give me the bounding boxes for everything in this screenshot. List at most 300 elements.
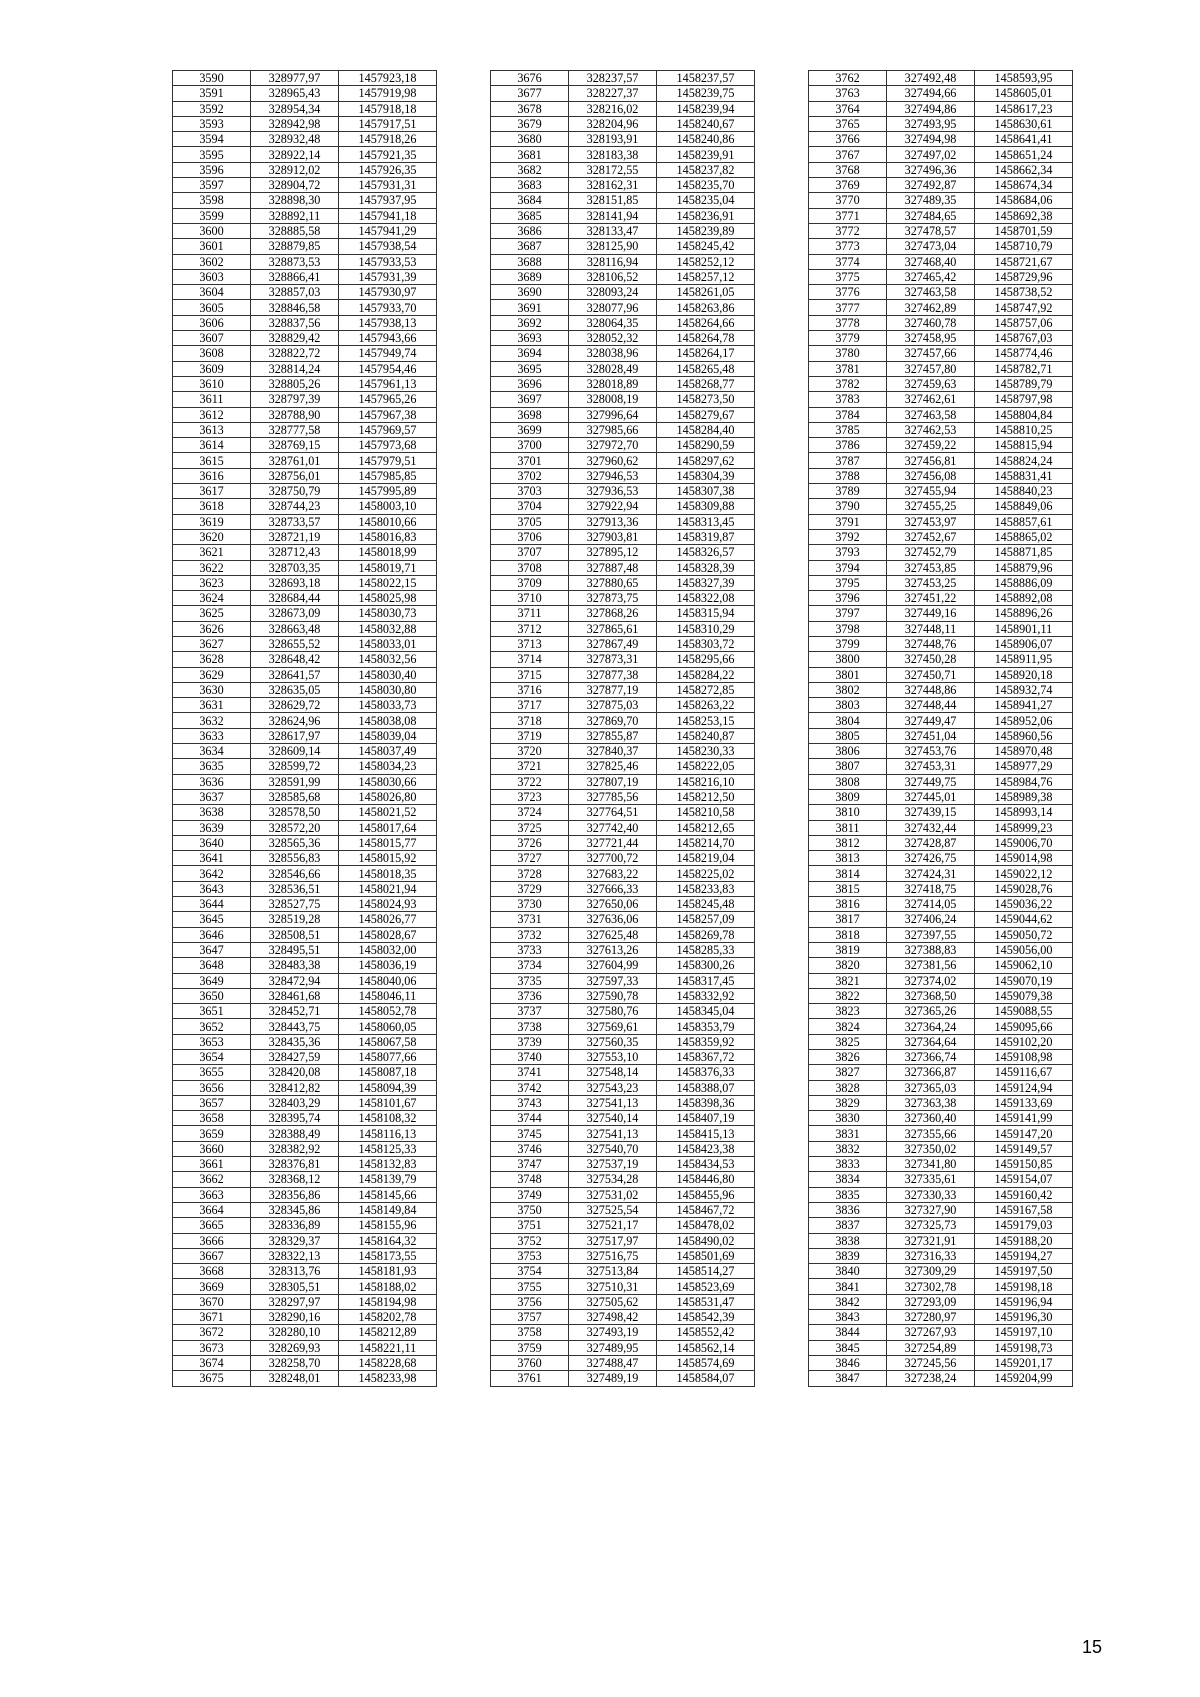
- point-number-cell: 3599: [173, 208, 251, 223]
- x-coordinate-cell: 328420,08: [251, 1065, 339, 1080]
- y-coordinate-cell: 1458455,96: [657, 1187, 755, 1202]
- x-coordinate-cell: 327553,10: [569, 1050, 657, 1065]
- x-coordinate-cell: 327936,53: [569, 484, 657, 499]
- point-number-cell: 3690: [491, 285, 569, 300]
- table-row: [173, 774, 437, 789]
- point-number-cell: 3713: [491, 636, 569, 651]
- x-coordinate-cell: 327418,75: [887, 881, 975, 896]
- y-coordinate-cell: 1459022,12: [975, 866, 1073, 881]
- y-coordinate-cell: 1458584,07: [657, 1371, 755, 1386]
- x-coordinate-cell: 328756,01: [251, 468, 339, 483]
- table-row: [491, 606, 755, 621]
- point-number-cell: 3806: [809, 744, 887, 759]
- table-row: [173, 1004, 437, 1019]
- table-row: [809, 1157, 1073, 1172]
- table-row: [809, 575, 1073, 590]
- point-number-cell: 3809: [809, 789, 887, 804]
- x-coordinate-cell: 328435,36: [251, 1034, 339, 1049]
- table-row: [173, 376, 437, 391]
- y-coordinate-cell: 1458239,94: [657, 101, 755, 116]
- y-coordinate-cell: 1458212,65: [657, 820, 755, 835]
- x-coordinate-cell: 327903,81: [569, 529, 657, 544]
- y-coordinate-cell: 1458033,01: [339, 636, 437, 651]
- x-coordinate-cell: 327316,33: [887, 1248, 975, 1263]
- x-coordinate-cell: 328797,39: [251, 392, 339, 407]
- table-row: [809, 1004, 1073, 1019]
- table-row: [809, 1111, 1073, 1126]
- table-row: [491, 897, 755, 912]
- table-row: [491, 621, 755, 636]
- x-coordinate-cell: 327445,01: [887, 789, 975, 804]
- x-coordinate-cell: 327238,24: [887, 1371, 975, 1386]
- point-number-cell: 3810: [809, 805, 887, 820]
- point-number-cell: 3801: [809, 667, 887, 682]
- point-number-cell: 3815: [809, 881, 887, 896]
- x-coordinate-cell: 327498,42: [569, 1310, 657, 1325]
- y-coordinate-cell: 1458024,93: [339, 897, 437, 912]
- table-row: [491, 392, 755, 407]
- point-number-cell: 3654: [173, 1050, 251, 1065]
- table-row: [173, 1264, 437, 1279]
- y-coordinate-cell: 1458237,82: [657, 162, 755, 177]
- y-coordinate-cell: 1458892,08: [975, 591, 1073, 606]
- y-coordinate-cell: 1458388,07: [657, 1080, 755, 1095]
- point-number-cell: 3846: [809, 1355, 887, 1370]
- x-coordinate-cell: 327325,73: [887, 1218, 975, 1233]
- point-number-cell: 3680: [491, 132, 569, 147]
- y-coordinate-cell: 1458237,57: [657, 71, 755, 86]
- table-row: [173, 468, 437, 483]
- y-coordinate-cell: 1458804,84: [975, 407, 1073, 422]
- table-row: [173, 805, 437, 820]
- x-coordinate-cell: 327877,19: [569, 682, 657, 697]
- point-number-cell: 3658: [173, 1111, 251, 1126]
- x-coordinate-cell: 327388,83: [887, 942, 975, 957]
- x-coordinate-cell: 328733,57: [251, 514, 339, 529]
- y-coordinate-cell: 1459147,20: [975, 1126, 1073, 1141]
- y-coordinate-cell: 1458896,26: [975, 606, 1073, 621]
- x-coordinate-cell: 327505,62: [569, 1294, 657, 1309]
- y-coordinate-cell: 1458239,91: [657, 147, 755, 162]
- x-coordinate-cell: 328744,23: [251, 499, 339, 514]
- x-coordinate-cell: 328712,43: [251, 545, 339, 560]
- y-coordinate-cell: 1457954,46: [339, 361, 437, 376]
- point-number-cell: 3591: [173, 86, 251, 101]
- x-coordinate-cell: 327451,22: [887, 591, 975, 606]
- table-row: [491, 682, 755, 697]
- x-coordinate-cell: 327840,37: [569, 744, 657, 759]
- table-row: [173, 881, 437, 896]
- point-number-cell: 3820: [809, 958, 887, 973]
- x-coordinate-cell: 327450,71: [887, 667, 975, 682]
- x-coordinate-cell: 328519,28: [251, 912, 339, 927]
- y-coordinate-cell: 1457918,18: [339, 101, 437, 116]
- point-number-cell: 3688: [491, 254, 569, 269]
- table-row: [809, 560, 1073, 575]
- y-coordinate-cell: 1458269,78: [657, 927, 755, 942]
- y-coordinate-cell: 1458015,92: [339, 851, 437, 866]
- y-coordinate-cell: 1458015,77: [339, 835, 437, 850]
- x-coordinate-cell: 327397,55: [887, 927, 975, 942]
- point-number-cell: 3642: [173, 866, 251, 881]
- x-coordinate-cell: 328216,02: [569, 101, 657, 116]
- table-row: [809, 1279, 1073, 1294]
- point-number-cell: 3674: [173, 1355, 251, 1370]
- y-coordinate-cell: 1458239,75: [657, 86, 755, 101]
- point-number-cell: 3768: [809, 162, 887, 177]
- x-coordinate-cell: 328837,56: [251, 315, 339, 330]
- x-coordinate-cell: 327492,87: [887, 178, 975, 193]
- table-row: [491, 208, 755, 223]
- table-row: [491, 973, 755, 988]
- point-number-cell: 3603: [173, 269, 251, 284]
- y-coordinate-cell: 1458467,72: [657, 1202, 755, 1217]
- x-coordinate-cell: 327742,40: [569, 820, 657, 835]
- y-coordinate-cell: 1458216,10: [657, 774, 755, 789]
- x-coordinate-cell: 327365,03: [887, 1080, 975, 1095]
- y-coordinate-cell: 1458300,26: [657, 958, 755, 973]
- point-number-cell: 3675: [173, 1371, 251, 1386]
- y-coordinate-cell: 1457949,74: [339, 346, 437, 361]
- x-coordinate-cell: 328388,49: [251, 1126, 339, 1141]
- x-coordinate-cell: 328064,35: [569, 315, 657, 330]
- table-row: [809, 1065, 1073, 1080]
- y-coordinate-cell: 1458264,78: [657, 331, 755, 346]
- x-coordinate-cell: 328297,97: [251, 1294, 339, 1309]
- point-number-cell: 3709: [491, 575, 569, 590]
- table-row: [491, 1294, 755, 1309]
- y-coordinate-cell: 1457938,13: [339, 315, 437, 330]
- point-number-cell: 3823: [809, 1004, 887, 1019]
- table-row: [809, 269, 1073, 284]
- x-coordinate-cell: 328395,74: [251, 1111, 339, 1126]
- point-number-cell: 3630: [173, 682, 251, 697]
- y-coordinate-cell: 1458233,83: [657, 881, 755, 896]
- x-coordinate-cell: 328693,18: [251, 575, 339, 590]
- y-coordinate-cell: 1458239,89: [657, 223, 755, 238]
- x-coordinate-cell: 327825,46: [569, 759, 657, 774]
- y-coordinate-cell: 1458531,47: [657, 1294, 755, 1309]
- y-coordinate-cell: 1459014,98: [975, 851, 1073, 866]
- point-number-cell: 3619: [173, 514, 251, 529]
- table-row: [173, 86, 437, 101]
- point-number-cell: 3790: [809, 499, 887, 514]
- x-coordinate-cell: 327366,87: [887, 1065, 975, 1080]
- point-number-cell: 3789: [809, 484, 887, 499]
- table-row: [809, 331, 1073, 346]
- x-coordinate-cell: 327462,89: [887, 300, 975, 315]
- point-number-cell: 3684: [491, 193, 569, 208]
- point-number-cell: 3699: [491, 422, 569, 437]
- y-coordinate-cell: 1458651,24: [975, 147, 1073, 162]
- point-number-cell: 3594: [173, 132, 251, 147]
- x-coordinate-cell: 327972,70: [569, 438, 657, 453]
- point-number-cell: 3670: [173, 1294, 251, 1309]
- point-number-cell: 3727: [491, 851, 569, 866]
- point-number-cell: 3634: [173, 744, 251, 759]
- point-number-cell: 3776: [809, 285, 887, 300]
- point-number-cell: 3760: [491, 1355, 569, 1370]
- point-number-cell: 3645: [173, 912, 251, 927]
- table-row: [173, 927, 437, 942]
- y-coordinate-cell: 1458032,56: [339, 652, 437, 667]
- table-row: [173, 973, 437, 988]
- x-coordinate-cell: 327534,28: [569, 1172, 657, 1187]
- table-row: [809, 1095, 1073, 1110]
- point-number-cell: 3739: [491, 1034, 569, 1049]
- point-number-cell: 3763: [809, 86, 887, 101]
- table-row: [491, 147, 755, 162]
- point-number-cell: 3646: [173, 927, 251, 942]
- y-coordinate-cell: 1458235,04: [657, 193, 755, 208]
- point-number-cell: 3767: [809, 147, 887, 162]
- table-row: [809, 468, 1073, 483]
- point-number-cell: 3703: [491, 484, 569, 499]
- point-number-cell: 3701: [491, 453, 569, 468]
- y-coordinate-cell: 1458692,38: [975, 208, 1073, 223]
- table-row: [809, 958, 1073, 973]
- y-coordinate-cell: 1458960,56: [975, 728, 1073, 743]
- x-coordinate-cell: 327450,28: [887, 652, 975, 667]
- y-coordinate-cell: 1457933,53: [339, 254, 437, 269]
- table-row: [173, 499, 437, 514]
- y-coordinate-cell: 1458219,04: [657, 851, 755, 866]
- x-coordinate-cell: 328885,58: [251, 223, 339, 238]
- y-coordinate-cell: 1457919,98: [339, 86, 437, 101]
- y-coordinate-cell: 1458253,15: [657, 713, 755, 728]
- y-coordinate-cell: 1458264,17: [657, 346, 755, 361]
- x-coordinate-cell: 327867,49: [569, 636, 657, 651]
- table-row: [173, 285, 437, 300]
- point-number-cell: 3804: [809, 713, 887, 728]
- table-row: [809, 499, 1073, 514]
- point-number-cell: 3737: [491, 1004, 569, 1019]
- table-3-body: [809, 71, 1073, 1387]
- y-coordinate-cell: 1458552,42: [657, 1325, 755, 1340]
- y-coordinate-cell: 1457931,39: [339, 269, 437, 284]
- x-coordinate-cell: 327548,14: [569, 1065, 657, 1080]
- x-coordinate-cell: 328018,89: [569, 376, 657, 391]
- point-number-cell: 3697: [491, 392, 569, 407]
- y-coordinate-cell: 1458221,11: [339, 1340, 437, 1355]
- x-coordinate-cell: 327880,65: [569, 575, 657, 590]
- x-coordinate-cell: 327452,79: [887, 545, 975, 560]
- x-coordinate-cell: 328599,72: [251, 759, 339, 774]
- point-number-cell: 3652: [173, 1019, 251, 1034]
- point-number-cell: 3623: [173, 575, 251, 590]
- x-coordinate-cell: 328721,19: [251, 529, 339, 544]
- point-number-cell: 3689: [491, 269, 569, 284]
- table-row: [809, 1187, 1073, 1202]
- y-coordinate-cell: 1458284,22: [657, 667, 755, 682]
- x-coordinate-cell: 328556,83: [251, 851, 339, 866]
- table-row: [809, 835, 1073, 850]
- table-row: [173, 744, 437, 759]
- y-coordinate-cell: 1458641,41: [975, 132, 1073, 147]
- point-number-cell: 3622: [173, 560, 251, 575]
- x-coordinate-cell: 328977,97: [251, 71, 339, 86]
- table-row: [491, 101, 755, 116]
- point-number-cell: 3833: [809, 1157, 887, 1172]
- x-coordinate-cell: 327683,22: [569, 866, 657, 881]
- point-number-cell: 3643: [173, 881, 251, 896]
- table-row: [491, 636, 755, 651]
- point-number-cell: 3800: [809, 652, 887, 667]
- x-coordinate-cell: 328193,91: [569, 132, 657, 147]
- point-number-cell: 3661: [173, 1157, 251, 1172]
- y-coordinate-cell: 1458022,15: [339, 575, 437, 590]
- point-number-cell: 3753: [491, 1248, 569, 1263]
- y-coordinate-cell: 1458327,39: [657, 575, 755, 590]
- x-coordinate-cell: 327985,66: [569, 422, 657, 437]
- table-row: [809, 1248, 1073, 1263]
- x-coordinate-cell: 328133,47: [569, 223, 657, 238]
- table-row: [491, 484, 755, 499]
- point-number-cell: 3803: [809, 698, 887, 713]
- point-number-cell: 3843: [809, 1310, 887, 1325]
- point-number-cell: 3839: [809, 1248, 887, 1263]
- y-coordinate-cell: 1458202,78: [339, 1310, 437, 1325]
- coordinates-table-1: [172, 70, 437, 1387]
- y-coordinate-cell: 1458815,94: [975, 438, 1073, 453]
- point-number-cell: 3751: [491, 1218, 569, 1233]
- table-row: [173, 1325, 437, 1340]
- x-coordinate-cell: 327496,36: [887, 162, 975, 177]
- y-coordinate-cell: 1459028,76: [975, 881, 1073, 896]
- point-number-cell: 3660: [173, 1141, 251, 1156]
- table-row: [173, 667, 437, 682]
- x-coordinate-cell: 327330,33: [887, 1187, 975, 1202]
- y-coordinate-cell: 1458984,76: [975, 774, 1073, 789]
- table-row: [173, 1340, 437, 1355]
- x-coordinate-cell: 328788,90: [251, 407, 339, 422]
- point-number-cell: 3838: [809, 1233, 887, 1248]
- table-row: [491, 1187, 755, 1202]
- x-coordinate-cell: 327335,61: [887, 1172, 975, 1187]
- y-coordinate-cell: 1459108,98: [975, 1050, 1073, 1065]
- point-number-cell: 3818: [809, 927, 887, 942]
- table-row: [491, 728, 755, 743]
- table-row: [491, 86, 755, 101]
- table-row: [491, 162, 755, 177]
- point-number-cell: 3667: [173, 1248, 251, 1263]
- x-coordinate-cell: 328052,32: [569, 331, 657, 346]
- x-coordinate-cell: 328183,38: [569, 147, 657, 162]
- point-number-cell: 3633: [173, 728, 251, 743]
- x-coordinate-cell: 327510,31: [569, 1279, 657, 1294]
- point-number-cell: 3687: [491, 239, 569, 254]
- table-row: [491, 1172, 755, 1187]
- point-number-cell: 3756: [491, 1294, 569, 1309]
- point-number-cell: 3663: [173, 1187, 251, 1202]
- table-row: [173, 820, 437, 835]
- y-coordinate-cell: 1458319,87: [657, 529, 755, 544]
- table-row: [809, 866, 1073, 881]
- table-row: [809, 851, 1073, 866]
- table-row: [809, 147, 1073, 162]
- x-coordinate-cell: 327868,26: [569, 606, 657, 621]
- y-coordinate-cell: 1458398,36: [657, 1095, 755, 1110]
- point-number-cell: 3691: [491, 300, 569, 315]
- point-number-cell: 3712: [491, 621, 569, 636]
- point-number-cell: 3608: [173, 346, 251, 361]
- table-row: [173, 162, 437, 177]
- table-row: [809, 1355, 1073, 1370]
- y-coordinate-cell: 1458303,72: [657, 636, 755, 651]
- table-row: [491, 1218, 755, 1233]
- point-number-cell: 3681: [491, 147, 569, 162]
- x-coordinate-cell: 328777,58: [251, 422, 339, 437]
- x-coordinate-cell: 327365,26: [887, 1004, 975, 1019]
- y-coordinate-cell: 1458297,62: [657, 453, 755, 468]
- y-coordinate-cell: 1459196,30: [975, 1310, 1073, 1325]
- x-coordinate-cell: 327457,80: [887, 361, 975, 376]
- point-number-cell: 3694: [491, 346, 569, 361]
- y-coordinate-cell: 1459095,66: [975, 1019, 1073, 1034]
- x-coordinate-cell: 328846,58: [251, 300, 339, 315]
- table-row: [809, 392, 1073, 407]
- x-coordinate-cell: 328822,72: [251, 346, 339, 361]
- table-row: [173, 484, 437, 499]
- x-coordinate-cell: 328290,16: [251, 1310, 339, 1325]
- y-coordinate-cell: 1457933,70: [339, 300, 437, 315]
- y-coordinate-cell: 1458245,42: [657, 239, 755, 254]
- table-row: [491, 1126, 755, 1141]
- table-row: [809, 1264, 1073, 1279]
- y-coordinate-cell: 1458376,33: [657, 1065, 755, 1080]
- point-number-cell: 3631: [173, 698, 251, 713]
- point-number-cell: 3605: [173, 300, 251, 315]
- point-number-cell: 3755: [491, 1279, 569, 1294]
- point-number-cell: 3738: [491, 1019, 569, 1034]
- y-coordinate-cell: 1458125,33: [339, 1141, 437, 1156]
- table-row: [491, 1050, 755, 1065]
- x-coordinate-cell: 328227,37: [569, 86, 657, 101]
- x-coordinate-cell: 327453,76: [887, 744, 975, 759]
- page-number: 15: [1081, 1637, 1102, 1657]
- y-coordinate-cell: 1458423,38: [657, 1141, 755, 1156]
- y-coordinate-cell: 1458789,79: [975, 376, 1073, 391]
- point-number-cell: 3735: [491, 973, 569, 988]
- y-coordinate-cell: 1458240,67: [657, 116, 755, 131]
- table-row: [809, 912, 1073, 927]
- point-number-cell: 3636: [173, 774, 251, 789]
- y-coordinate-cell: 1458039,04: [339, 728, 437, 743]
- table-row: [809, 1080, 1073, 1095]
- y-coordinate-cell: 1458315,94: [657, 606, 755, 621]
- x-coordinate-cell: 327321,91: [887, 1233, 975, 1248]
- x-coordinate-cell: 328942,98: [251, 116, 339, 131]
- x-coordinate-cell: 328663,48: [251, 621, 339, 636]
- table-row: [173, 208, 437, 223]
- table-row: [491, 1034, 755, 1049]
- point-number-cell: 3604: [173, 285, 251, 300]
- point-number-cell: 3596: [173, 162, 251, 177]
- x-coordinate-cell: 328922,14: [251, 147, 339, 162]
- table-row: [491, 514, 755, 529]
- table-row: [173, 1279, 437, 1294]
- y-coordinate-cell: 1458747,92: [975, 300, 1073, 315]
- point-number-cell: 3733: [491, 942, 569, 957]
- y-coordinate-cell: 1458021,94: [339, 881, 437, 896]
- table-row: [809, 300, 1073, 315]
- table-row: [491, 1141, 755, 1156]
- y-coordinate-cell: 1458155,96: [339, 1218, 437, 1233]
- y-coordinate-cell: 1458036,19: [339, 958, 437, 973]
- y-coordinate-cell: 1458245,48: [657, 897, 755, 912]
- point-number-cell: 3831: [809, 1126, 887, 1141]
- table-row: [173, 958, 437, 973]
